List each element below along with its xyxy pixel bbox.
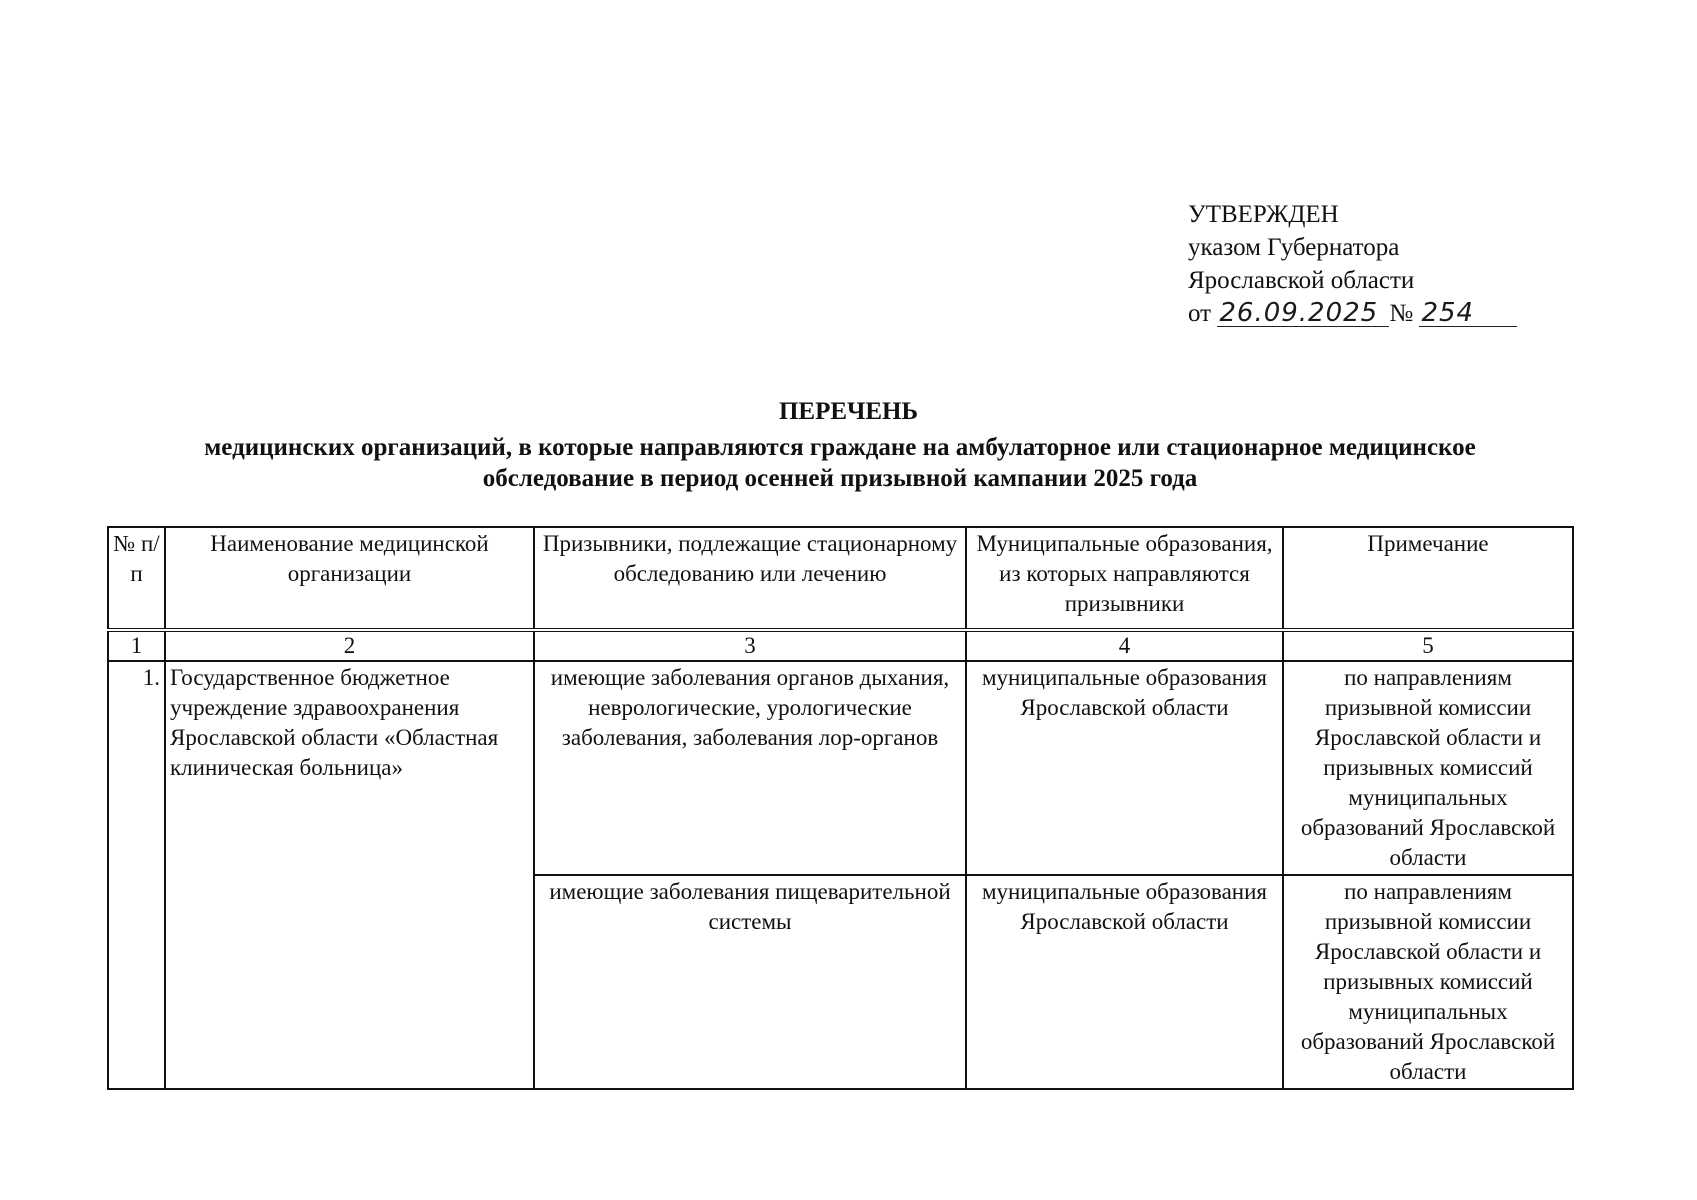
approval-block — [1188, 198, 1517, 330]
municipalities-cell: муниципальные образования Ярославской области — [966, 661, 1283, 875]
header-cell-conscripts: Призывники, подлежащие стационарному обследованию или лечению — [534, 527, 966, 630]
number-label: № — [1389, 300, 1414, 327]
column-number-1: 1 — [108, 630, 165, 661]
column-number-row — [108, 630, 1573, 661]
handwritten-number: 254 — [1419, 300, 1517, 327]
subtitle-line-2: обследование в период осенней призывной кампании 2025 года — [482, 465, 1198, 492]
column-number-5: 5 — [1283, 630, 1573, 661]
document-title: ПЕРЕЧЕНЬ — [778, 398, 919, 425]
column-number-3: 3 — [534, 630, 966, 661]
organizations-table — [107, 526, 1574, 1090]
header-cell-municipalities: Муниципальные образования, из которых направляются призывники — [966, 527, 1283, 630]
column-number-4: 4 — [966, 630, 1283, 661]
header-cell-num: № п/п — [108, 527, 165, 630]
header-cell-note: Примечание — [1283, 527, 1573, 630]
approval-region: Ярославской области — [1188, 267, 1415, 294]
subtitle-line-1: медицинских организаций, в которые направляются граждане на амбулаторное или стационарное медицинское — [204, 434, 1476, 461]
handwritten-date: 26.09.2025 — [1217, 300, 1389, 327]
approval-date-line — [1188, 297, 1517, 330]
organization-name: Государственное бюджетное учреждение здравоохранения Ярославской области «Областная клиническая больница» — [165, 661, 534, 1089]
approval-issuer: указом Губернатора — [1188, 234, 1400, 261]
note-cell: по направлениям призывной комиссии Ярославской области и призывных комиссий муниципальных образований Ярославской области — [1283, 661, 1573, 875]
conscripts-cell: имеющие заболевания органов дыхания, неврологические, урологические заболевания, заболевания лор-органов — [534, 661, 966, 875]
conscripts-cell: имеющие заболевания пищеварительной системы — [534, 875, 966, 1089]
table-header-row — [108, 527, 1573, 630]
row-number: 1. — [108, 661, 165, 1089]
municipalities-cell: муниципальные образования Ярославской области — [966, 875, 1283, 1089]
column-number-2: 2 — [165, 630, 534, 661]
table-row — [108, 661, 1573, 875]
document-subtitle — [110, 432, 1570, 494]
header-cell-organization: Наименование медицинской организации — [165, 527, 534, 630]
from-label: от — [1188, 300, 1212, 327]
note-cell: по направлениям призывной комиссии Ярославской области и призывных комиссий муниципальных образований Ярославской области — [1283, 875, 1573, 1089]
approval-heading: УТВЕРЖДЕН — [1188, 201, 1339, 228]
